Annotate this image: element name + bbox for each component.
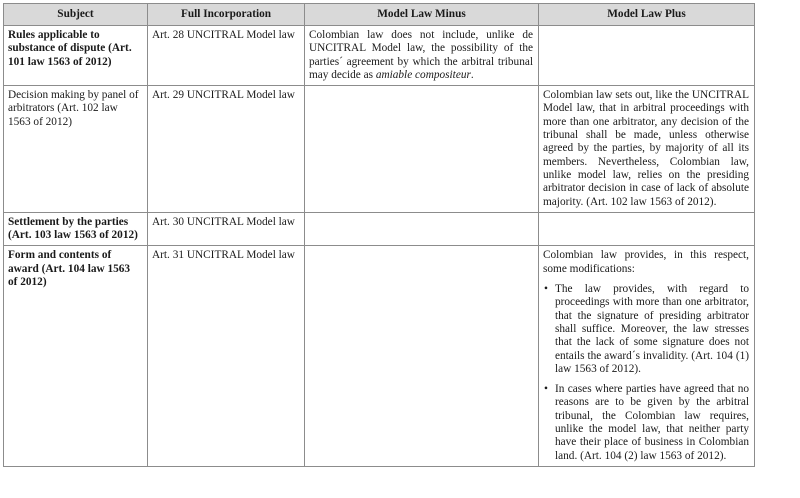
bullet-item: • The law provides, with regard to proceedings with more than one arbitrator, that the signature of presiding arbitrator shall suffice. Moreover, the law stresses that the lack of some signature does not entails the award´s invalidity. (Art. 104 (1) law 1563 of 2012). [555, 283, 749, 376]
plus-intro: Colombian law provides, in this respect, some modifications: [543, 249, 749, 275]
header-row [4, 4, 755, 26]
table-row [4, 246, 755, 466]
cell-subject: Rules applicable to substance of dispute (Art. 101 law 1563 of 2012) [4, 26, 148, 86]
header-model-law-plus: Model Law Plus [539, 4, 755, 26]
cell-model-law-minus [305, 86, 539, 213]
cell-model-law-minus [305, 246, 539, 466]
bullet-item: • In cases where parties have agreed that no reasons are to be given by the arbitral tribunal, the Colombian law requires, unlike the model law, that neither party have their place of business in Colombian land. (Art. 104 (2) law 1563 of 2012). [555, 383, 749, 463]
header-full-incorporation: Full Incorporation [148, 4, 305, 26]
bullet-list [543, 283, 749, 463]
comparison-table [3, 3, 755, 467]
cell-model-law-plus [539, 26, 755, 86]
cell-full-incorporation: Art. 28 UNCITRAL Model law [148, 26, 305, 86]
cell-subject: Form and contents of award (Art. 104 law 1563 of 2012) [4, 246, 148, 466]
header-model-law-minus: Model Law Minus [305, 4, 539, 26]
table-row [4, 26, 755, 86]
cell-model-law-plus [539, 246, 755, 466]
header-subject: Subject [4, 4, 148, 26]
cell-full-incorporation: Art. 30 UNCITRAL Model law [148, 212, 305, 246]
cell-full-incorporation: Art. 29 UNCITRAL Model law [148, 86, 305, 213]
cell-model-law-minus [305, 26, 539, 86]
cell-text-emphasis: amiable compositeur [375, 68, 471, 81]
cell-model-law-minus [305, 212, 539, 246]
table-row [4, 212, 755, 246]
cell-model-law-plus [539, 212, 755, 246]
cell-text: Colombian law does not include, unlike de UNCITRAL Model law, the possibility of the parties´ agreement by which the arbitral tribunal may decide as [309, 29, 533, 81]
cell-text: . [470, 68, 474, 81]
cell-subject: Decision making by panel of arbitrators (Art. 102 law 1563 of 2012) [4, 86, 148, 213]
cell-model-law-plus: Colombian law sets out, like the UNCITRAL Model law, that in arbitral proceedings with more than one arbitrator, any decision of the tribunal shall be made, unless otherwise agreed by the parties, by majority of all its members. Nevertheless, Colombian law, unlike model law, relies on the presiding arbitrator decision in case of lack of absolute majority. (Art. 102 law 1563 of 2012). [539, 86, 755, 213]
cell-full-incorporation: Art. 31 UNCITRAL Model law [148, 246, 305, 466]
cell-subject: Settlement by the parties (Art. 103 law 1563 of 2012) [4, 212, 148, 246]
table-row [4, 86, 755, 213]
